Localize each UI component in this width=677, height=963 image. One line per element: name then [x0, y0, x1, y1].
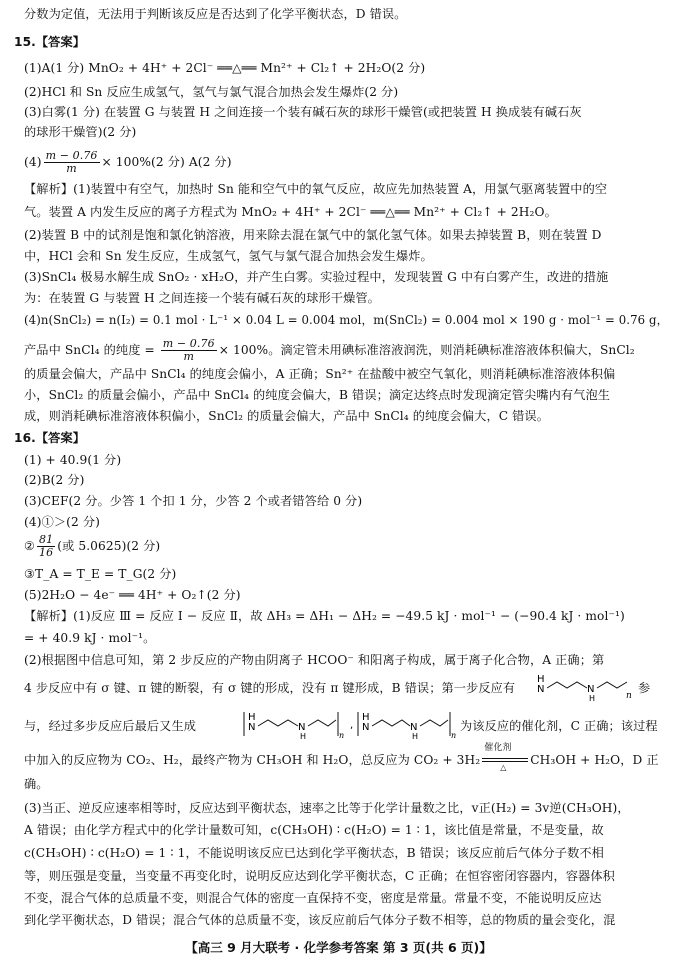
answer-line: (1) + 40.9(1 分) — [24, 453, 122, 467]
answer-line: (3)白雾(1 分) 在装置 G 与装置 H 之间连接一个装有碱石灰的球形干燥管(或把装置 H 换成装有碱石灰 — [24, 105, 582, 119]
svg-text:N: N — [362, 722, 370, 733]
analysis-line: 的质量会偏大，产品中 SnCl₄ 的纯度会偏小，A 正确；Sn²⁺ 在盐酸中被空气氧化，则消耗碘标准溶液体积偏 — [24, 367, 616, 381]
svg-text:N: N — [410, 722, 418, 733]
text-segment: (4) — [24, 155, 42, 169]
svg-text:H: H — [362, 712, 370, 723]
catalyst-arrow — [480, 743, 530, 772]
analysis-line: 等，则压强是变量，当变量不再变化时，说明反应达到化学平衡状态，C 正确；在恒容密闭容器内，容器体积 — [24, 869, 615, 883]
svg-text:n: n — [626, 691, 632, 701]
text-segment: CH₃OH + H₂O，D 正 — [530, 753, 659, 767]
analysis-line: 小，SnCl₂ 的质量会偏小，产品中 SnCl₄ 的纯度会偏大，B 错误；滴定达终点时发现滴定管尖嘴内有气泡生 — [24, 388, 611, 402]
svg-text:N: N — [248, 722, 256, 733]
analysis-line: 为：在装置 G 与装置 H 之间连接一个装有碱石灰的球形干燥管。 — [24, 291, 380, 305]
analysis-line: (2)装置 B 中的试剂是饱和氯化钠溶液，用来除去混在氯气中的氯化氢气体。如果去掉装置 B，则在装置 D — [24, 228, 602, 242]
denominator: 16 — [39, 546, 54, 559]
answer-line: (1)A(1 分) MnO₂ + 4H⁺ + 2Cl⁻ ══△══ Mn²⁺ + Cl₂↑ + 2H₂O(2 分) — [24, 61, 426, 75]
polymer-structure-icon — [350, 706, 458, 740]
answer-line: ③T_A = T_E = T_G(2 分) — [24, 567, 177, 581]
heat-symbol: △ — [500, 763, 507, 772]
answer-line — [24, 150, 657, 175]
svg-text:H: H — [589, 694, 596, 702]
answer-line: 的球形干燥管)(2 分) — [24, 125, 137, 139]
answer-line: (2)B(2 分) — [24, 473, 85, 487]
page-footer: 【高三 9 月大联考 · 化学参考答案 第 3 页(共 6 页)】 — [185, 940, 492, 955]
analysis-line: 成，则消耗碘标准溶液体积偏小，SnCl₂ 的质量会偏大，产品中 SnCl₄ 的纯度会偏大，C 错误。 — [24, 409, 549, 423]
text-segment: × 100%(2 分) A(2 分) — [101, 155, 232, 169]
fraction — [44, 150, 100, 175]
fraction — [161, 338, 217, 363]
analysis-line: A 错误；由化学方程式中的化学计量数可知，c(CH₃OH) ∶ c(H₂O) = 1 ∶ 1，该比值是常量，不是变量，故 — [24, 823, 604, 837]
svg-text:n: n — [451, 731, 457, 740]
analysis-line: 【解析】(1)反应 Ⅲ = 反应 Ⅰ − 反应 Ⅱ，故 ΔH₃ = ΔH₁ − ΔH₂ = −49.5 kJ · mol⁻¹ − (−90.4 kJ · mol⁻¹) — [24, 609, 625, 623]
text-segment: 产品中 SnCl₄ 的纯度 = — [24, 343, 159, 357]
denominator: m — [183, 350, 194, 363]
text-segment: 参 — [638, 681, 651, 695]
analysis-line: (3)SnCl₄ 极易水解生成 SnO₂ · xH₂O，并产生白雾。实验过程中，发现装置 G 中有白雾产生，改进的措施 — [24, 270, 609, 284]
numerator: m − 0.76 — [45, 149, 98, 162]
analysis-line: 到化学平衡状态，D 错误；混合气体的总质量不变，该反应前后气体分子数不相等，总的物质的量会变化，混 — [24, 913, 616, 927]
analysis-line: 中，HCl 会和 Sn 发生反应，生成氢气，氢气与氯气混合加热会发生爆炸。 — [24, 249, 433, 263]
analysis-line: c(CH₃OH) ∶ c(H₂O) = 1 ∶ 1，不能说明该反应已达到化学平衡状态，B 错误；该反应前后气体分子数不相 — [24, 846, 604, 860]
polymer-structure-icon — [535, 668, 635, 702]
svg-text:N: N — [537, 684, 545, 695]
text-segment: ② — [24, 539, 36, 553]
text-line: 分数为定值，无法用于判断该反应是否达到了化学平衡状态，D 错误。 — [24, 7, 407, 21]
svg-text:n: n — [339, 731, 345, 740]
analysis-line: = + 40.9 kJ · mol⁻¹。 — [24, 631, 156, 645]
analysis-line: 确。 — [24, 777, 49, 791]
catalyst-label: 催化剂 — [484, 743, 512, 753]
question-16-heading: 16.【答案】 — [14, 431, 86, 445]
analysis-line: (4)n(SnCl₂) = n(I₂) = 0.1 mol · L⁻¹ × 0.04 L = 0.004 mol，m(SnCl₂) = 0.004 mol × 190 g · mol⁻¹ = 0.76 g， — [24, 313, 669, 327]
svg-text:N: N — [587, 684, 595, 695]
polymer-structure-icon — [238, 706, 346, 740]
answer-line — [24, 534, 657, 559]
svg-text:H: H — [248, 712, 256, 723]
text-segment: × 100%。滴定管未用碘标准溶液润洗，则消耗碘标准溶液体积偏大，SnCl₂ — [218, 343, 635, 357]
analysis-line: (2)根据图中信息可知，第 2 步反应的产物由阴离子 HCOO⁻ 和阳离子构成，属于离子化合物，A 正确；第 — [24, 653, 605, 667]
text-segment: (或 5.0625)(2 分) — [57, 539, 161, 553]
question-15-heading: 15.【答案】 — [14, 35, 86, 49]
text-segment: 与，经过多步反应后最后又生成 — [24, 719, 197, 733]
svg-text:H: H — [300, 732, 307, 740]
answer-line: (5)2H₂O − 4e⁻ ══ 4H⁺ + O₂↑(2 分) — [24, 588, 241, 602]
analysis-line — [24, 338, 657, 363]
analysis-line: 不变，混合气体的总质量不变，则混合气体的密度一直保持不变，密度是常量。常量不变，不能说明反应达 — [24, 891, 602, 905]
analysis-line: 【解析】(1)装置中有空气，加热时 Sn 能和空气中的氧气反应，故应先加热装置 A，用氯气驱离装置中的空 — [24, 182, 608, 196]
text-segment: 为该反应的催化剂，C 正确；该过程 — [460, 719, 658, 733]
answer-line: (2)HCl 和 Sn 反应生成氢气，氢气与氯气混合加热会发生爆炸(2 分) — [24, 85, 399, 99]
fraction — [37, 534, 55, 559]
svg-text:N: N — [298, 722, 306, 733]
svg-text:H: H — [412, 732, 419, 740]
analysis-line: 气。装置 A 内发生反应的离子方程式为 MnO₂ + 4H⁺ + 2Cl⁻ ══△══ Mn²⁺ + Cl₂↑ + 2H₂O。 — [24, 205, 557, 219]
analysis-line: (3)当正、逆反应速率相等时，反应达到平衡状态，速率之比等于化学计量数之比，v正(H₂) = 3v逆(CH₃OH)， — [24, 801, 630, 815]
numerator: 81 — [39, 533, 54, 546]
answer-line: (3)CEF(2 分。少答 1 个扣 1 分，少答 2 个或者错答给 0 分) — [24, 494, 363, 508]
numerator: m − 0.76 — [162, 337, 215, 350]
analysis-line — [24, 743, 659, 772]
text-segment: 中加入的反应物为 CO₂、H₂，最终产物为 CH₃OH 和 H₂O，总反应为 CO₂ + 3H₂ — [24, 753, 481, 767]
denominator: m — [66, 162, 77, 175]
svg-text:H: H — [537, 674, 545, 685]
svg-text:,: , — [350, 720, 354, 731]
answer-line: (4)①＞(2 分) — [24, 515, 100, 529]
analysis-line: 4 步反应中有 σ 键、π 键的断裂，有 σ 键的形成，没有 π 键形成，B 错误；第一步反应有 — [24, 681, 516, 695]
